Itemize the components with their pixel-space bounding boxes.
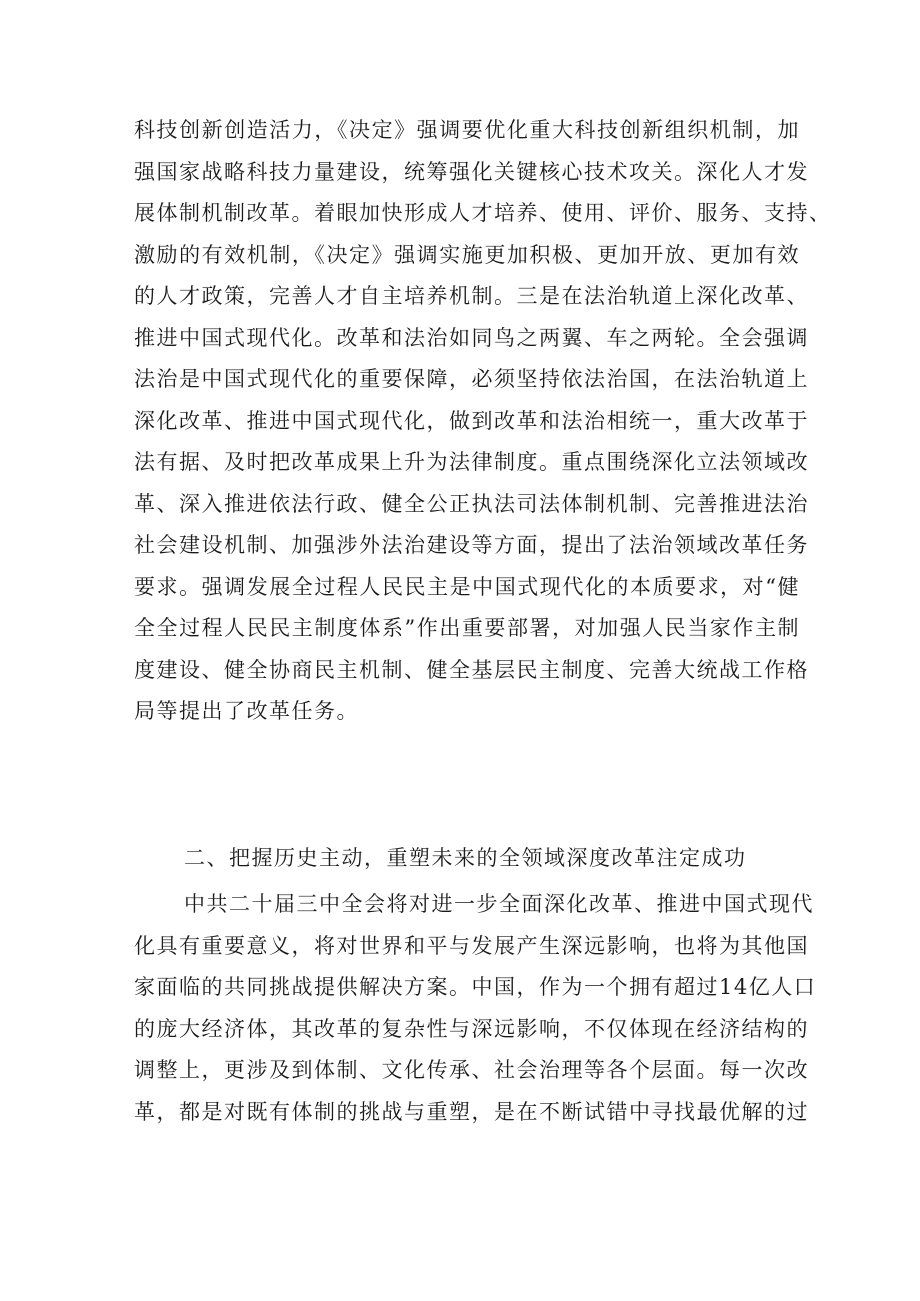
- paragraph-line: 的人才政策，完善人才自主培养机制。三是在法治轨道上深化改革、: [134, 284, 809, 308]
- paragraph-line: 调整上，更涉及到体制、文化传承、社会治理等各个层面。每一次改: [134, 1058, 809, 1082]
- paragraph-line: 度建设、健全协商民主机制、健全基层民主制度、完善大统战工作格: [134, 657, 809, 682]
- paragraph-line: 家面临的共同挑战提供解决方案。中国，作为一个拥有超过14亿人口: [134, 975, 817, 999]
- paragraph-line: 激励的有效机制，《决定》强调实施更加积极、更加开放、更加有效: [134, 242, 800, 267]
- paragraph-line: 强国家战略科技力量建设，统筹强化关键核心技术攻关。深化人才发: [134, 159, 809, 184]
- paragraph-line: 推进中国式现代化。改革和法治如同鸟之两翼、车之两轮。全会强调: [134, 325, 809, 350]
- paragraph-reform-tech-talent-rule-of-law: [134, 110, 832, 733]
- paragraph-line: 展体制机制改革。着眼加快形成人才培养、使用、评价、服务、支持、: [134, 201, 832, 225]
- section-heading-text: 二、把握历史主动，重塑未来的全领域深度改革注定成功: [184, 846, 747, 870]
- paragraph-line: 化具有重要意义，将对世界和平与发展产生深远影响，也将为其他国: [134, 933, 809, 958]
- paragraph-line: 的庞大经济体，其改革的复杂性与深远影响，不仅体现在经济结构的: [134, 1016, 809, 1041]
- paragraph-line: 革、深入推进依法行政、健全公正执法司法体制机制、完善推进法治: [134, 491, 809, 516]
- paragraph-third-plenum-significance: [134, 884, 817, 1133]
- paragraph-line: 科技创新创造活力，《决定》强调要优化重大科技创新组织机制，加: [134, 118, 800, 142]
- paragraph-line: 法治是中国式现代化的重要保障，必须坚持依法治国，在法治轨道上: [134, 367, 809, 391]
- paragraph-line: 全全过程人民民主制度体系”作出重要部署，对加强人民当家作主制: [134, 616, 800, 640]
- paragraph-line: 社会建设机制、加强涉外法治建设等方面，提出了法治领域改革任务: [134, 533, 809, 557]
- paragraph-line: 深化改革、推进中国式现代化，做到改革和法治相统一，重大改革于: [134, 408, 809, 433]
- paragraph-line: 法有据、及时把改革成果上升为法律制度。重点围绕深化立法领域改: [134, 450, 809, 474]
- section-heading: [134, 838, 800, 880]
- paragraph-line-last: 局等提出了改革任务。: [134, 699, 359, 723]
- paragraph-line-first: 中共二十届三中全会将对进一步全面深化改革、推进中国式现代: [184, 892, 814, 916]
- paragraph-line: 要求。强调发展全过程人民民主是中国式现代化的本质要求，对“健: [134, 574, 800, 599]
- paragraph-line: 革，都是对既有体制的挑战与重塑，是在不断试错中寻找最优解的过: [134, 1099, 809, 1124]
